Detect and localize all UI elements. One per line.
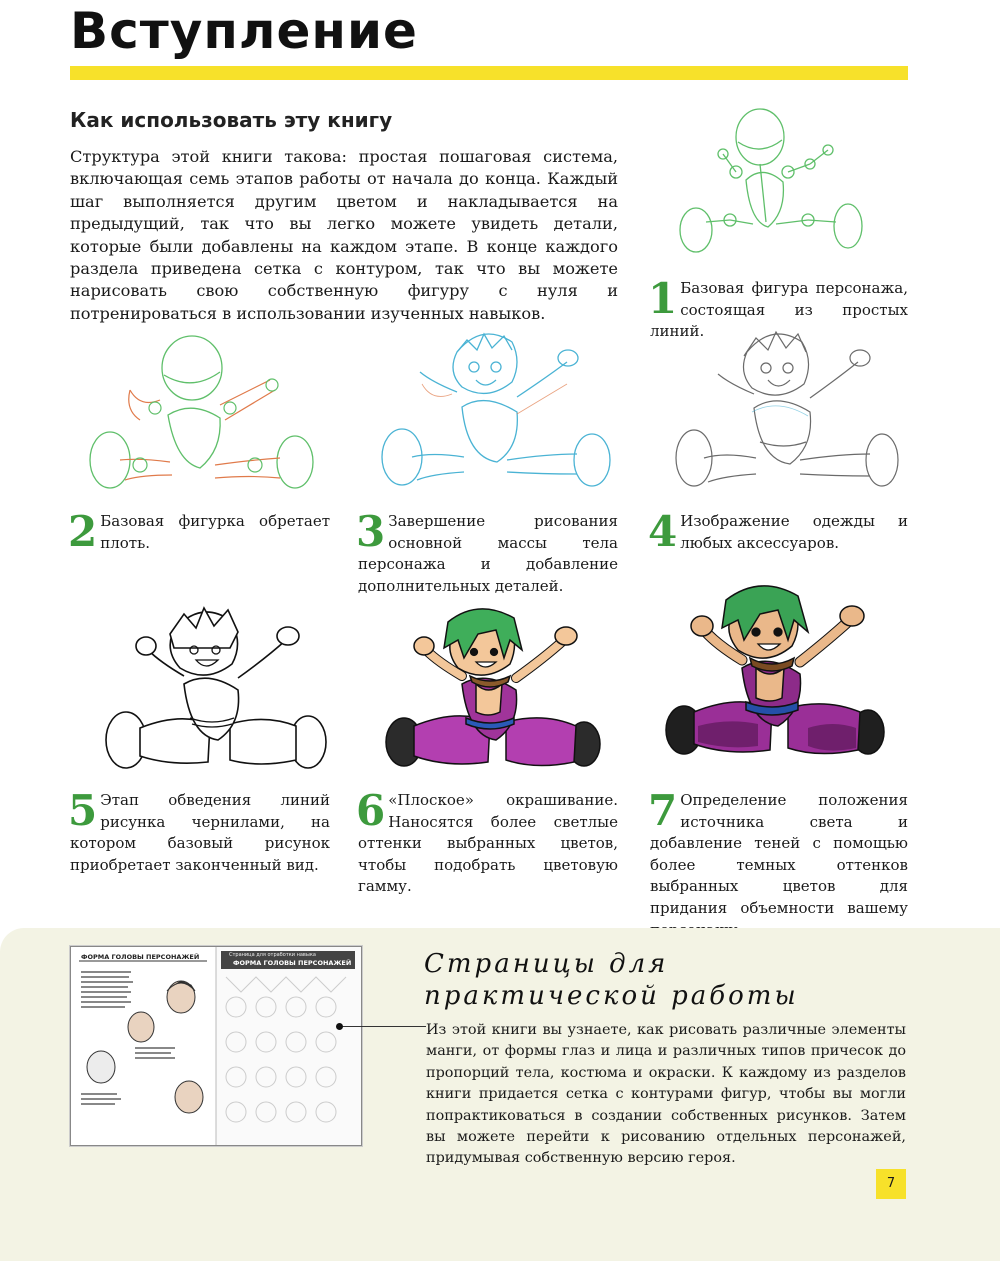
figure-step-6 [378,600,618,775]
step-text: Изображение одежды и любых аксессуаров. [680,512,908,552]
page-title: Вступление [70,2,418,60]
step-5 [68,786,330,876]
figure-step-2 [80,330,330,505]
page-number: 7 [876,1169,906,1199]
figure-step-4 [672,322,912,502]
practice-pages-thumbnail [70,946,362,1146]
figure-step-3 [372,322,622,502]
step-text: Этап обведения линий рисунка чернилами, на котором базовый рисунок приобретает законченный вид. [70,791,330,874]
callout-dot [336,1023,343,1030]
step-text: Завершение рисования основной массы тела персонажа и добавление дополнительных деталей. [358,512,618,595]
step-text: Определение положения источника света и добавление теней с помощью более темных оттенков выбранных цветов для придания объемности вашему [650,791,908,917]
step-4 [648,507,908,556]
figure-step-1 [668,102,888,267]
step-text: Базовая фигурка обретает плоть. [100,512,330,552]
practice-paragraph: Из этой книги вы узнаете, как рисовать различные элементы манги, от формы глаз и лица и различных типов причесок до пропорций тела, костюма и окраски. К каждому из разделов книги придается сетка с контурами фигур, чтобы вы могли попрактиковаться в создании собственных рисунков. Затем вы можете перейти к рисованию отдельных персонажей, придумывая собственную версию героя. [426,1022,906,1167]
step-2 [68,507,330,556]
title-underline-bar [70,66,908,80]
step-6 [356,786,618,898]
step-number: 6 [356,786,386,835]
thumb-right-title: ФОРМА ГОЛОВЫ ПЕРСОНАЖЕЙ [233,959,352,967]
callout-line [340,1026,426,1027]
practice-title [424,948,799,1012]
figure-step-5 [100,600,340,775]
step-number: 4 [648,507,678,556]
step-text: Базовая фигура персонажа, состоящая из простых линий. [650,279,908,341]
figure-step-7 [658,578,898,763]
practice-title-line-1: Страницы для [424,949,669,979]
thumb-right-subtitle: Страница для отработки навыка [229,952,316,958]
step-text: «Плоское» окрашивание. Наносятся более светлые оттенки выбранных цветов, чтобы подобрать цветовую гамму. [358,791,618,896]
step-number: 7 [648,786,678,835]
step-7 [648,786,908,941]
section-subtitle: Как использовать эту книгу [70,108,393,132]
intro-paragraph: Структура этой книги такова: простая пошаговая система, включающая семь этапов работы от начала до конца. Каждый шаг выполняется другим цветом и накладывается на предыдущий, так что вы легко можете увидеть детали, которые были добавлены на каждом этапе. В конце каждого раздела приведена сетка с контуром, так что вы можете нарисовать свою собственную фигуру с нуля и потренироваться в использовании изученных навыков. [70,147,618,323]
step-3 [356,507,618,597]
practice-title-line-2: практической работы [424,981,799,1011]
step-number: 1 [648,274,678,323]
step-number: 3 [356,507,386,556]
thumb-left-title: ФОРМА ГОЛОВЫ ПЕРСОНАЖЕЙ [81,953,200,961]
step-number: 2 [68,507,98,556]
step-number: 5 [68,786,98,835]
